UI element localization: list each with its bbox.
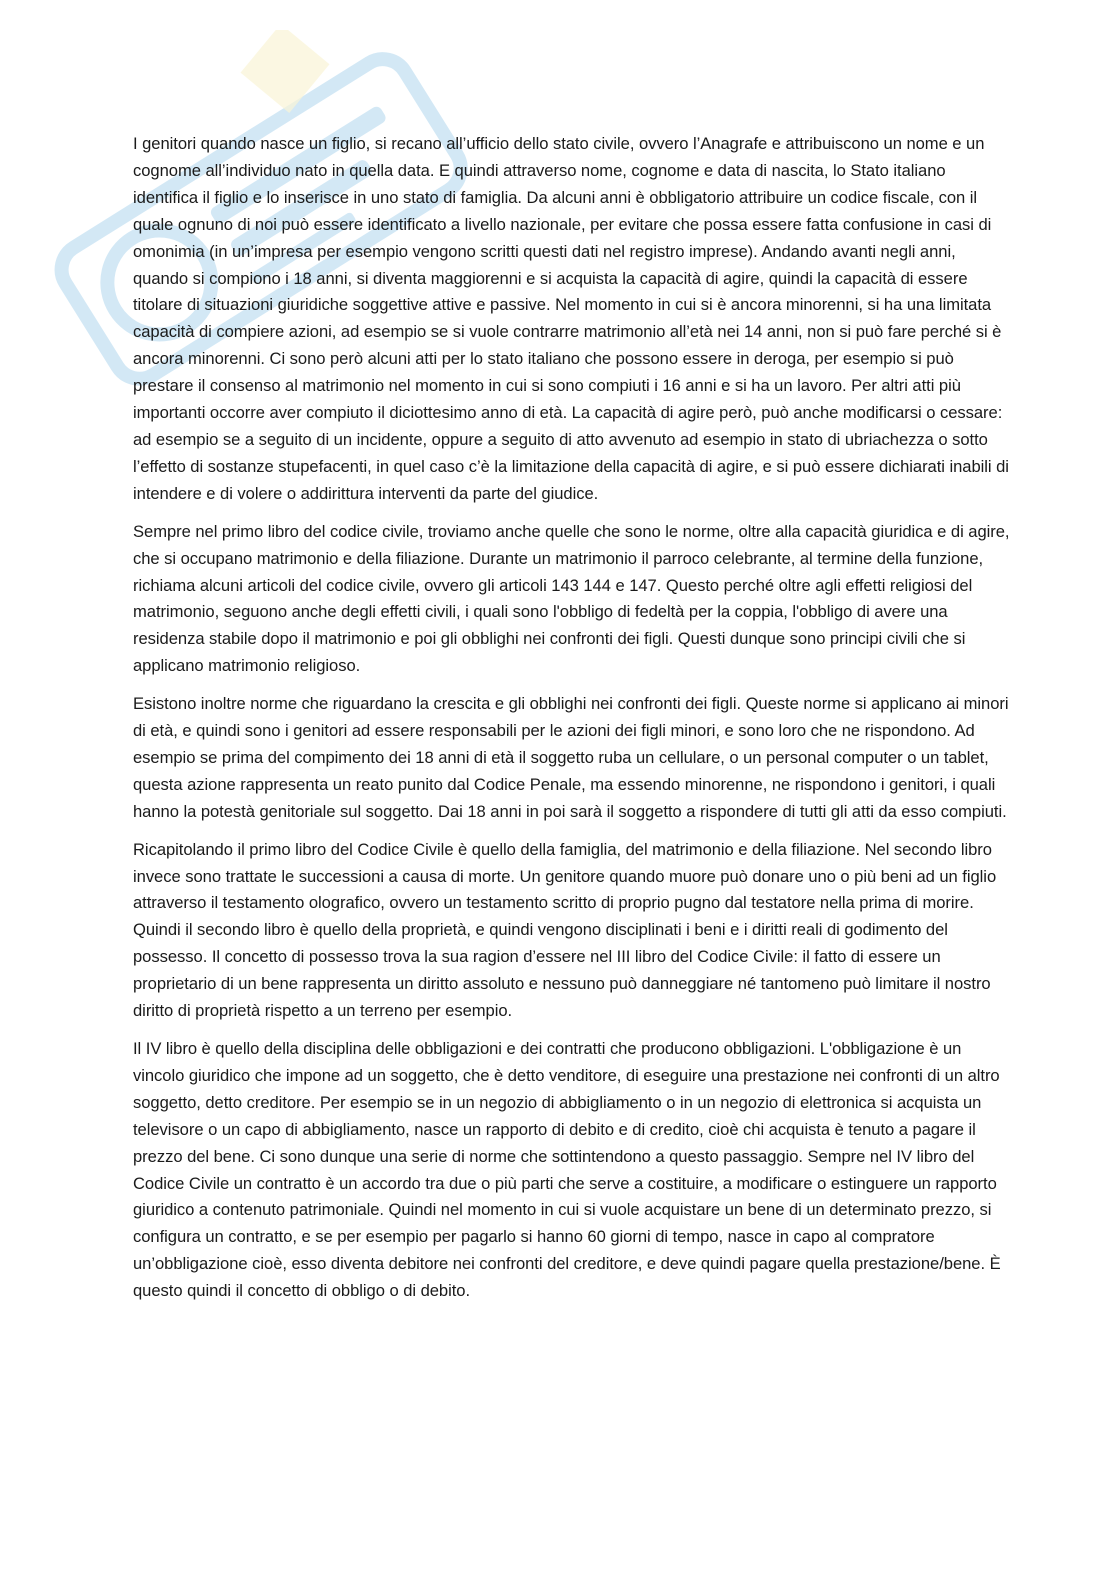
paragraph-5: Il IV libro è quello della disciplina delle obbligazioni e dei contratti che producono obbligazioni. L'obbligazione è un vincolo giuridico che impone ad un soggetto, che è detto venditore, di eseguire una prestazione nei confronti di un altro soggetto, detto creditore. Per esempio se in un negozio di abbigliamento o in un negozio di elettronica si acquista un televisore o un capo di abbigliamento, nasce un rapporto di debito e di credito, cioè chi acquista è tenuto a pagare il prezzo del bene. Ci sono dunque una serie di norme che sottintendono a questo passaggio. Sempre nel IV libro del Codice Civile un contratto è un accordo tra due o più parti che serve a costituire, a modificare o estinguere un rapporto giuridico a contenuto patrimoniale. Quindi nel momento in cui si vuole acquistare un bene di un determinato prezzo, si configura un contratto, e se per esempio per pagarlo si hanno 60 giorni di tempo, nasce in capo al compratore un’obbligazione cioè, esso diventa debitore nei confronti del creditore, e deve quindi pagare quella prestazione/bene. È questo quindi il concetto di obbligo o di debito. bbox=[133, 1039, 1001, 1301]
paragraph-1: I genitori quando nasce un figlio, si recano all’ufficio dello stato civile, ovvero l’Anagrafe e attribuiscono un nome e un cognome all’individuo nato in quella data. E quindi attraverso nome, cognome e data di nascita, lo Stato italiano identifica il figlio e lo inserisce in uno stato di famiglia. Da alcuni anni è obbligatorio attribuire un codice fiscale, con il quale ognuno di noi può essere identificato a livello nazionale, per evitare che possa essere fatta confusione in casi di omonimia (in un’impresa per esempio vengono scritti questi dati nel registro imprese). Andando avanti negli anni, quando si compiono i 18 anni, si diventa maggiorenni e si acquista la capacità di agire, quindi la capacità di essere titolare di situazioni giuridiche soggettive attive e passive. Nel momento in cui si è ancora minorenni, si ha una limitata capacità di compiere azioni, ad esempio se si vuole contrarre matrimonio all’età nei 14 anni, non si può fare perché si è ancora minorenni. Ci sono però alcuni atti per lo stato italiano che possono essere in deroga, per esempio si può prestare il consenso al matrimonio nel momento in cui si sono compiuti i 16 anni e si ha un lavoro. Per altri atti più importanti occorre aver compiuto il diciottesimo anno di età. La capacità di agire però, può anche modificarsi o cessare: ad esempio se a seguito di un incidente, oppure a seguito di atto avvenuto ad esempio in stato di ubriachezza o sotto l’effetto di sostanze stupefacenti, in quel caso c’è la limitazione della capacità di agire, e si può essere dichiarati inabili di intendere e di volere o addirittura interventi da parte del giudice. bbox=[133, 134, 1009, 503]
document-body bbox=[133, 131, 1013, 1316]
paragraph-4: Ricapitolando il primo libro del Codice Civile è quello della famiglia, del matrimonio e della filiazione. Nel secondo libro invece sono trattate le successioni a causa di morte. Un genitore quando muore può donare uno o più beni ad un figlio attraverso il testamento olografico, ovvero un testamento scritto di proprio pugno dal testatore nella prima di morire. Quindi il secondo libro è quello della proprietà, e quindi vengono disciplinati i beni e i diritti reali di godimento del possesso. Il concetto di possesso trova la sua ragion d’essere nel III libro del Codice Civile: il fatto di essere un proprietario di un bene rappresenta un diritto assoluto e nessuno può danneggiare né tantomeno può limitare il nostro diritto di proprietà rispetto a un terreno per esempio. bbox=[133, 839, 997, 1021]
paragraph-2: Sempre nel primo libro del codice civile, troviamo anche quelle che sono le norme, oltre alla capacità giuridica e di agire, che si occupano matrimonio e della filiazione. Durante un matrimonio il parroco celebrante, al termine della funzione, richiama alcuni articoli del codice civile, ovvero gli articoli 143 144 e 147. Questo perché oltre agli effetti religiosi del matrimonio, seguono anche degli effetti civili, i quali sono l'obbligo di fedeltà per la coppia, l'obbligo di avere una residenza stabile dopo il matrimonio e poi gli obblighi nei confronti dei figli. Questi dunque sono principi civili che si applicano matrimonio religioso. bbox=[133, 521, 1010, 676]
paragraph-3: Esistono inoltre norme che riguardano la crescita e gli obblighi nei confronti dei figli. Queste norme si applicano ai minori di età, e quindi sono i genitori ad essere responsabili per le azioni dei figli minori, e sono loro che ne rispondono. Ad esempio se prima del compimento dei 18 anni di età il soggetto ruba un cellulare, o un personal computer o un tablet, questa azione rappresenta un reato punito dal Codice Penale, ma essendo minorenne, ne rispondono i genitori, i quali hanno la potestà genitoriale sul soggetto. Dai 18 anni in poi sarà il soggetto a rispondere di tutti gli atti da esso compiuti. bbox=[133, 694, 1009, 821]
